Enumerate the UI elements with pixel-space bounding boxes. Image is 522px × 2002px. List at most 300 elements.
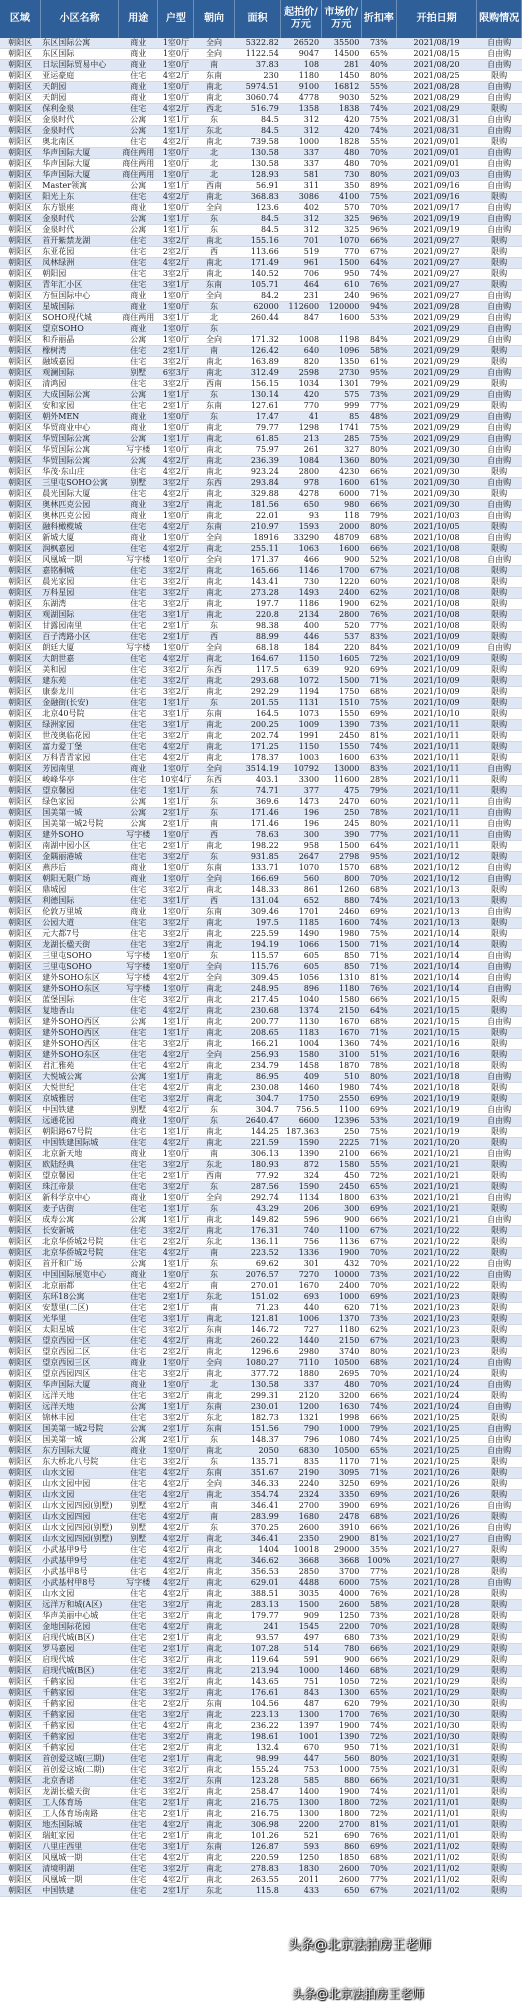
table-row (0, 1215, 522, 1226)
table-cell: 限购 (477, 665, 522, 676)
table-cell: 98.99 (234, 1754, 281, 1765)
table-cell: 1073 (281, 709, 321, 720)
table-cell: 1131 (281, 698, 321, 709)
table-cell: 住宅 (119, 720, 158, 731)
table-cell: 256.93 (234, 1050, 281, 1061)
table-cell: 住宅 (119, 1644, 158, 1655)
table-cell: 64% (361, 258, 396, 269)
table-cell: 朝阳区 (0, 1424, 40, 1435)
table-cell: 朝阳区 (0, 962, 40, 973)
table-cell: 限购 (477, 742, 522, 753)
table-cell: 2021/10/23 (396, 1292, 477, 1303)
table-row (0, 379, 522, 390)
table-cell: 234.79 (234, 1061, 281, 1072)
table-cell: 自由购 (477, 1270, 522, 1281)
table-cell: 3室2厅 (158, 940, 194, 951)
table-cell: 3室2厅 (158, 1787, 194, 1798)
table-cell: 南北 (194, 82, 234, 93)
table-cell: 2021/10/23 (396, 1325, 477, 1336)
table-cell: 住宅 (119, 676, 158, 687)
table-row (0, 1248, 522, 1259)
table-cell: 66% (361, 1413, 396, 1424)
table-cell: 限购 (477, 720, 522, 731)
table-cell: 176.61 (234, 1688, 281, 1699)
table-cell: 230.01 (234, 1402, 281, 1413)
table-cell: 住宅 (119, 566, 158, 577)
table-cell: 2120 (281, 1391, 321, 1402)
table-row (0, 1501, 522, 1512)
table-row (0, 1490, 522, 1501)
table-cell: 住宅 (119, 1556, 158, 1567)
table-cell: 自由购 (477, 335, 522, 346)
table-cell: 朝阳区 (0, 1138, 40, 1149)
table-cell: 17.47 (234, 412, 281, 423)
table-cell: 1084 (281, 456, 321, 467)
table-cell: 74% (361, 1083, 396, 1094)
table-cell: 自由购 (477, 38, 522, 49)
table-cell: 2021/10/13 (396, 907, 477, 918)
table-cell: 1室0厅 (158, 423, 194, 434)
table-cell: 1300 (321, 1688, 361, 1699)
table-cell: 1298 (281, 423, 321, 434)
table-cell: 日坛国际贸易中心 (40, 60, 118, 71)
table-cell: 地杰国际城 (40, 1820, 118, 1831)
table-cell: 住宅 (119, 742, 158, 753)
table-cell: 自由购 (477, 863, 522, 874)
table-cell: 2021/10/16 (396, 1039, 477, 1050)
table-cell: 住宅 (119, 786, 158, 797)
table-cell: 260.22 (234, 1336, 281, 1347)
table-cell: 4室2厅 (158, 1468, 194, 1479)
table-cell: 2021/10/31 (396, 1754, 477, 1765)
table-cell: 325 (321, 225, 361, 236)
table-cell: 建外SOHO (40, 830, 118, 841)
table-cell: 住宅 (119, 1798, 158, 1809)
table-cell: 西 (194, 830, 234, 841)
table-cell: 2021/10/08 (396, 577, 477, 588)
table-cell: 2021/10/23 (396, 1314, 477, 1325)
table-cell: 166.69 (234, 874, 281, 885)
table-cell: 117.5 (234, 665, 281, 676)
table-cell: 龙湖长楹天街 (40, 940, 118, 951)
table-cell: 1750 (281, 1094, 321, 1105)
table-cell: 自由购 (477, 1072, 522, 1083)
table-cell: 163.89 (234, 357, 281, 368)
table-cell: 自由购 (477, 1259, 522, 1270)
table-cell: 2021/10/22 (396, 1270, 477, 1281)
table-cell: 3室2厅 (158, 1226, 194, 1237)
table-cell: 1800 (321, 1193, 361, 1204)
table-cell: 4室2厅 (158, 1105, 194, 1116)
table-cell: 958 (281, 841, 321, 852)
table-cell: 朝阳区 (0, 1831, 40, 1842)
table-cell: 朝阳区 (0, 236, 40, 247)
table-cell: 2021/10/08 (396, 544, 477, 555)
table-cell: 1室0厅 (158, 511, 194, 522)
table-cell: 世茂奥临花园 (40, 731, 118, 742)
table-cell: 公寓 (119, 1259, 158, 1270)
table-cell: 南北 (194, 1820, 234, 1831)
table-cell: 2021/10/09 (396, 676, 477, 687)
table-cell: 74% (361, 918, 396, 929)
table-cell: 2021/10/28 (396, 1578, 477, 1589)
table-cell: 1670 (281, 1281, 321, 1292)
table-cell: 限购 (477, 1039, 522, 1050)
table-cell: 南北 (194, 1809, 234, 1820)
table-cell: 850 (321, 962, 361, 973)
table-cell: 限购 (477, 1809, 522, 1820)
table-cell: 住宅 (119, 1292, 158, 1303)
table-cell: 72% (361, 1677, 396, 1688)
table-cell: 706 (281, 269, 321, 280)
table-cell: 270.01 (234, 1281, 281, 1292)
table-cell: 701 (281, 236, 321, 247)
table-cell: 950 (321, 269, 361, 280)
table-cell: 143.65 (234, 1677, 281, 1688)
table-row (0, 1809, 522, 1820)
table-cell: 南 (194, 1512, 234, 1523)
table-cell: 1390 (281, 1149, 321, 1160)
table-cell: 朝阳区 (0, 357, 40, 368)
table-cell: 309.46 (234, 907, 281, 918)
table-cell: 187.363 (281, 1127, 321, 1138)
table-cell: 200.25 (234, 720, 281, 731)
table-cell: 住宅 (119, 1853, 158, 1864)
table-cell: 2021/09/03 (396, 170, 477, 181)
table-cell: 2021/11/02 (396, 1875, 477, 1886)
table-cell: 2021/10/30 (396, 1710, 477, 1721)
table-cell: 2室1厅 (158, 1435, 194, 1446)
table-cell: 1室1厅 (158, 225, 194, 236)
table-cell: 3910 (321, 1523, 361, 1534)
table-cell: 朝阳区 (0, 1501, 40, 1512)
table-cell: 3室2厅 (158, 918, 194, 929)
table-cell: 301 (281, 1259, 321, 1270)
table-cell: 76% (361, 610, 396, 621)
table-cell: 朝阳区 (0, 665, 40, 676)
table-cell: 东 (194, 324, 234, 335)
table-row (0, 1116, 522, 1127)
table-cell: 西南 (194, 379, 234, 390)
table-row (0, 1182, 522, 1193)
table-cell: 东北 (194, 1413, 234, 1424)
table-cell: 60% (361, 577, 396, 588)
table-cell: 770 (321, 247, 361, 258)
table-cell: 朝阳区 (0, 995, 40, 1006)
table-cell: 北京华侨城2号院 (40, 1248, 118, 1259)
table-cell: 73% (361, 1270, 396, 1281)
table-cell: 605 (281, 951, 321, 962)
table-row (0, 1094, 522, 1105)
table-cell: 75% (361, 929, 396, 940)
table-cell: 朝阳区 (0, 1743, 40, 1754)
table-cell: 限购 (477, 1303, 522, 1314)
table-cell: 工人体育场 (40, 1798, 118, 1809)
table-cell: 67% (361, 566, 396, 577)
table-cell: 东 (194, 1457, 234, 1468)
table-cell: 3室1厅 (158, 280, 194, 291)
table-cell: 52% (361, 555, 396, 566)
table-row (0, 808, 522, 819)
table-cell: 2050 (234, 1446, 281, 1457)
table-cell: 67% (361, 1336, 396, 1347)
table-cell: 2室1厅 (158, 1798, 194, 1809)
table-cell: 51% (361, 1050, 396, 1061)
table-cell: 住宅 (119, 1721, 158, 1732)
table-cell: 293.84 (234, 478, 281, 489)
table-cell: 华茂·东山庄 (40, 467, 118, 478)
table-cell: 388.51 (234, 1589, 281, 1600)
table-cell: 1室0厅 (158, 335, 194, 346)
table-cell: 200.77 (234, 1017, 281, 1028)
table-cell: 70% (361, 874, 396, 885)
table-cell: 朝阳区 (0, 610, 40, 621)
table-row (0, 643, 522, 654)
table-cell: 南北 (194, 93, 234, 104)
table-cell: 朝阳区 (0, 1886, 40, 1897)
table-cell: 112600 (281, 302, 321, 313)
table-cell: 晨光国际大厦 (40, 489, 118, 500)
table-cell: 65% (361, 49, 396, 60)
table-cell: 3室2厅 (158, 478, 194, 489)
table-cell: 1室0厅 (158, 764, 194, 775)
table-cell: 自由购 (477, 764, 522, 775)
table-cell: 4278 (281, 489, 321, 500)
table-cell: 2021/10/29 (396, 1688, 477, 1699)
table-cell: 560 (321, 1754, 361, 1765)
table-cell: 自由购 (477, 500, 522, 511)
table-cell: 朝阳区 (0, 544, 40, 555)
header-cell: 户型 (158, 0, 194, 38)
table-cell: 4室2厅 (158, 1534, 194, 1545)
table-cell: 70% (361, 159, 396, 170)
table-cell: 1310 (321, 973, 361, 984)
table-cell: 2021/10/19 (396, 1094, 477, 1105)
header-cell: 开拍日期 (396, 0, 477, 38)
table-cell: 2021/10/19 (396, 1127, 477, 1138)
table-cell: 2021/10/28 (396, 1567, 477, 1578)
table-cell: 2021/09/30 (396, 467, 477, 478)
table-cell: 朝阳区 (0, 1182, 40, 1193)
table-cell: 68% (361, 1666, 396, 1677)
table-cell: 君汇雅苑 (40, 1061, 118, 1072)
table-cell: 1701 (281, 907, 321, 918)
table-cell: 限购 (477, 1611, 522, 1622)
table-cell: 北 (194, 170, 234, 181)
table-cell: 2000 (321, 522, 361, 533)
table-cell: 新科学京中心 (40, 1193, 118, 1204)
table-cell: 1050 (321, 1677, 361, 1688)
table-cell: 自由购 (477, 456, 522, 467)
table-cell: 朝阳区 (0, 764, 40, 775)
table-cell: 3室2厅 (158, 1391, 194, 1402)
table-cell: 1991 (281, 731, 321, 742)
table-cell: 住宅 (119, 621, 158, 632)
table-cell: 金泉时代 (40, 126, 118, 137)
table-cell: 3700 (321, 1567, 361, 1578)
table-cell: 西北 (194, 104, 234, 115)
table-cell: 自由购 (477, 302, 522, 313)
table-cell: 2021/10/30 (396, 1699, 477, 1710)
table-cell: 南 (194, 60, 234, 71)
table-cell: 南北 (194, 1655, 234, 1666)
table-cell: 74% (361, 742, 396, 753)
table-cell: 限购 (477, 1622, 522, 1633)
table-cell: 南北 (194, 566, 234, 577)
table-cell: 南北 (194, 1765, 234, 1776)
table-cell: 880 (321, 1776, 361, 1787)
table-row (0, 676, 522, 687)
table-cell: 公寓 (119, 456, 158, 467)
table-row (0, 280, 522, 291)
table-cell: 2190 (281, 1468, 321, 1479)
table-cell: 71% (361, 962, 396, 973)
table-cell: 长安新城 (40, 1226, 118, 1237)
table-cell: 南北 (194, 720, 234, 731)
table-cell: 南北 (194, 258, 234, 269)
table-cell: 朝阳区 (0, 1402, 40, 1413)
table-cell: 东南 (194, 280, 234, 291)
table-cell: 2021/10/08 (396, 566, 477, 577)
table-cell: 133.71 (234, 863, 281, 874)
table-cell: 南北 (194, 1710, 234, 1721)
table-cell: 限购 (477, 1171, 522, 1182)
table-cell: 77.92 (234, 1171, 281, 1182)
table-cell: 73% (361, 390, 396, 401)
table-cell: 瑞虹家园 (40, 1831, 118, 1842)
table-cell: 3室2厅 (158, 995, 194, 1006)
table-cell: 住宅 (119, 588, 158, 599)
table-cell: 1900 (321, 599, 361, 610)
table-cell: 71% (361, 940, 396, 951)
table-cell: 朝阳区 (0, 1556, 40, 1567)
table-row (0, 346, 522, 357)
table-cell: 朝阳区 (0, 841, 40, 852)
table-cell: 75% (361, 115, 396, 126)
table-cell: 1600 (321, 313, 361, 324)
table-cell: 67% (361, 1226, 396, 1237)
table-row (0, 1457, 522, 1468)
table-cell: 华贸国际公寓 (40, 445, 118, 456)
table-cell: 欧陆经典 (40, 1160, 118, 1171)
table-cell: 255.11 (234, 544, 281, 555)
table-cell: 3室2厅 (158, 1413, 194, 1424)
table-cell: 东 (194, 797, 234, 808)
table-row (0, 478, 522, 489)
table-row (0, 335, 522, 346)
table-cell: 4室2厅 (158, 1083, 194, 1094)
table-cell: 94% (361, 302, 396, 313)
table-cell: 限购 (477, 709, 522, 720)
table-row (0, 973, 522, 984)
table-cell: 2021/10/16 (396, 1050, 477, 1061)
table-cell: 89% (361, 181, 396, 192)
table-cell: 限购 (477, 1457, 522, 1468)
table-cell: 自由购 (477, 1017, 522, 1028)
table-cell: 朝阳区 (0, 1468, 40, 1479)
table-cell: 923.24 (234, 467, 281, 478)
table-cell: 514 (281, 1644, 321, 1655)
table-cell: 商业 (119, 1380, 158, 1391)
table-cell: 东 (194, 1523, 234, 1534)
table-cell: 东南 (194, 863, 234, 874)
table-cell: 自由购 (477, 181, 522, 192)
table-cell: 康泰龙川 (40, 687, 118, 698)
table-cell: 南北 (194, 1072, 234, 1083)
table-row (0, 1567, 522, 1578)
table-row (0, 49, 522, 60)
table-cell: 南北 (194, 929, 234, 940)
table-cell: 大悦城公寓 (40, 1072, 118, 1083)
table-cell: 180.93 (234, 1160, 281, 1171)
table-cell: 81% (361, 973, 396, 984)
table-cell: 南北 (194, 456, 234, 467)
table-cell: 朝阳区 (0, 291, 40, 302)
table-cell: 1000 (281, 1666, 321, 1677)
table-cell: 4室2厅 (158, 1248, 194, 1259)
table-row (0, 1831, 522, 1842)
table-cell: 朝阳区 (0, 874, 40, 885)
table-cell: 68% (361, 1358, 396, 1369)
table-cell: 2598 (281, 368, 321, 379)
table-cell: 1室0厅 (158, 170, 194, 181)
table-cell: 113.66 (234, 247, 281, 258)
table-cell: 绿洲家园 (40, 720, 118, 731)
table-cell: 朝阳区 (0, 1820, 40, 1831)
table-cell: 东 (194, 808, 234, 819)
table-cell: 78% (361, 808, 396, 819)
table-cell: 1室0厅 (158, 60, 194, 71)
table-cell: 1室0厅 (158, 203, 194, 214)
table-cell: 自由购 (477, 225, 522, 236)
table-cell: 住宅 (119, 687, 158, 698)
table-cell: 南 (194, 1281, 234, 1292)
table-cell: 住宅 (119, 489, 158, 500)
table-cell: 住宅 (119, 1600, 158, 1611)
table-row (0, 500, 522, 511)
table-cell: 自由购 (477, 1523, 522, 1534)
table-cell: 限购 (477, 1248, 522, 1259)
table-cell: 236.39 (234, 456, 281, 467)
table-cell: 1室0厅 (158, 148, 194, 159)
table-cell: 2134 (281, 610, 321, 621)
table-cell: 3室2厅 (158, 731, 194, 742)
table-cell: 青年汇小区 (40, 280, 118, 291)
table-cell: 3室2厅 (158, 1369, 194, 1380)
table-cell: 75% (361, 698, 396, 709)
table-cell: 限购 (477, 1732, 522, 1743)
table-cell: 住宅 (119, 1050, 158, 1061)
table-cell: 43.29 (234, 1204, 281, 1215)
table-cell: 朝阳区 (0, 269, 40, 280)
table-cell: 151.02 (234, 1292, 281, 1303)
table-cell: 640 (281, 346, 321, 357)
table-cell: 140.52 (234, 269, 281, 280)
table-cell: 95% (361, 368, 396, 379)
table-cell: 写字楼 (119, 830, 158, 841)
table-cell: 朝阳区 (0, 1204, 40, 1215)
table-cell: 南北 (194, 1215, 234, 1226)
table-cell: 住宅 (119, 236, 158, 247)
table-cell: 2850 (281, 1567, 321, 1578)
table-cell: 限购 (477, 1864, 522, 1875)
table-row (0, 1424, 522, 1435)
table-cell: 北京香诺 (40, 1776, 118, 1787)
table-cell: 南北 (194, 577, 234, 588)
table-cell: 69% (361, 1204, 396, 1215)
table-cell: 84.2 (234, 291, 281, 302)
table-cell: 4488 (281, 1578, 321, 1589)
